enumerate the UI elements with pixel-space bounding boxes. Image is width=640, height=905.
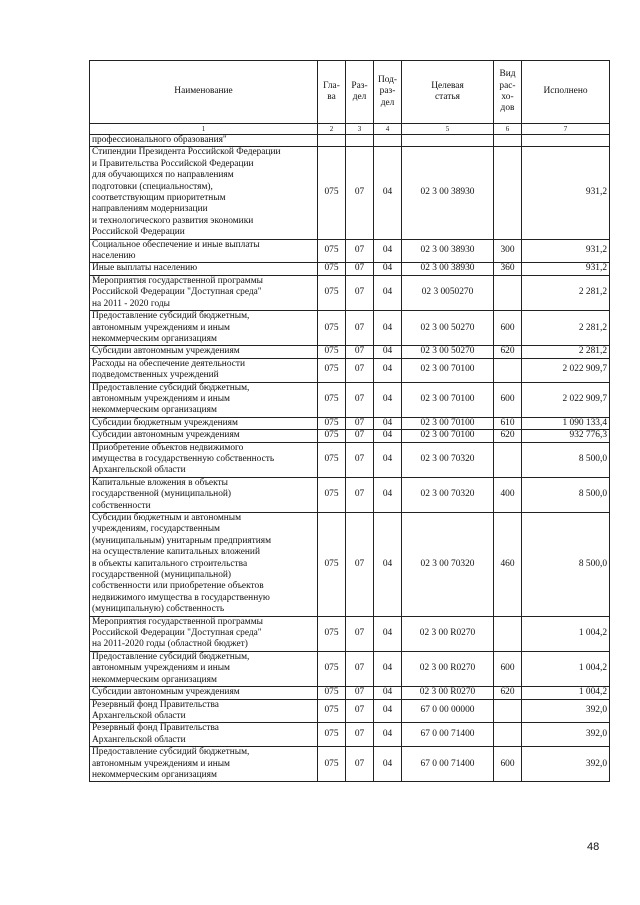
header-razdel: Раз- дел — [346, 61, 374, 124]
row-name: Расходы на обеспечение деятельности подведомственных учреждений — [90, 358, 318, 382]
row-expense-type: 300 — [494, 239, 522, 263]
row-executed-amount: 8 500,0 — [522, 477, 610, 512]
row-target-article: 02 3 00 70100 — [402, 382, 494, 417]
row-executed-amount: 2 022 909,7 — [522, 382, 610, 417]
row-name: Субсидии бюджетным и автономным учреждениям, государственным (муниципальным) унитарным предприятиям на осуществление капитальных вложений в объекты капитального строительства государственной (муниципальной) собственности или приобретение объектов недвижимого имущества в государственную (муниципальную) собственность — [90, 513, 318, 617]
row-glava: 075 — [318, 723, 346, 747]
row-glava: 075 — [318, 417, 346, 429]
row-expense-type: 600 — [494, 651, 522, 686]
header-target: Целевая статья — [402, 61, 494, 124]
row-podrazdel: 04 — [374, 442, 402, 477]
row-target-article: 02 3 00 50270 — [402, 346, 494, 358]
row-target-article: 02 3 00 70320 — [402, 477, 494, 512]
row-expense-type — [494, 616, 522, 651]
column-number: 5 — [402, 124, 494, 135]
column-number: 6 — [494, 124, 522, 135]
row-executed-amount: 392,0 — [522, 723, 610, 747]
row-executed-amount: 2 281,2 — [522, 311, 610, 346]
row-razdel: 07 — [346, 723, 374, 747]
row-podrazdel: 04 — [374, 699, 402, 723]
row-glava: 075 — [318, 275, 346, 310]
row-razdel: 07 — [346, 358, 374, 382]
row-glava: 075 — [318, 699, 346, 723]
row-glava: 075 — [318, 358, 346, 382]
row-name: Стипендии Президента Российской Федерации и Правительства Российской Федерации для обучающихся по направлениям подготовки (специальностям), соответствующим приоритетным направлениям модернизации и технологического развития экономики Российской Федерации — [90, 147, 318, 239]
header-name: Наименование — [90, 61, 318, 124]
row-podrazdel: 04 — [374, 263, 402, 275]
table-row — [90, 263, 610, 275]
row-target-article: 67 0 00 71400 — [402, 723, 494, 747]
row-glava: 075 — [318, 147, 346, 239]
row-executed-amount: 931,2 — [522, 147, 610, 239]
row-name: Иные выплаты населению — [90, 263, 318, 275]
row-podrazdel: 04 — [374, 723, 402, 747]
row-razdel: 07 — [346, 513, 374, 617]
row-expense-type: 620 — [494, 430, 522, 442]
table-row — [90, 358, 610, 382]
table-row — [90, 147, 610, 239]
row-podrazdel: 04 — [374, 513, 402, 617]
row-executed-amount: 392,0 — [522, 747, 610, 782]
row-name: Мероприятия государственной программы Российской Федерации "Доступная среда" на 2011-2020 годы (областной бюджет) — [90, 616, 318, 651]
row-razdel: 07 — [346, 616, 374, 651]
row-name: Предоставление субсидий бюджетным, автономным учреждениям и иным некоммерческим организациям — [90, 311, 318, 346]
row-name: Предоставление субсидий бюджетным, автономным учреждениям и иным некоммерческим организациям — [90, 651, 318, 686]
row-razdel: 07 — [346, 311, 374, 346]
column-number: 1 — [90, 124, 318, 135]
row-target-article: 67 0 00 00000 — [402, 699, 494, 723]
row-glava: 075 — [318, 239, 346, 263]
row-name: Резервный фонд Правительства Архангельской области — [90, 699, 318, 723]
table-row — [90, 430, 610, 442]
row-glava — [318, 135, 346, 147]
row-podrazdel: 04 — [374, 651, 402, 686]
row-podrazdel: 04 — [374, 346, 402, 358]
row-podrazdel: 04 — [374, 358, 402, 382]
row-razdel: 07 — [346, 239, 374, 263]
table-row — [90, 135, 610, 147]
row-executed-amount: 8 500,0 — [522, 442, 610, 477]
row-expense-type — [494, 442, 522, 477]
row-target-article: 67 0 00 71400 — [402, 747, 494, 782]
row-glava: 075 — [318, 651, 346, 686]
table-row — [90, 513, 610, 617]
row-glava: 075 — [318, 477, 346, 512]
row-executed-amount: 2 281,2 — [522, 346, 610, 358]
row-glava: 075 — [318, 263, 346, 275]
table-row — [90, 275, 610, 310]
row-razdel: 07 — [346, 382, 374, 417]
row-expense-type: 460 — [494, 513, 522, 617]
row-razdel: 07 — [346, 147, 374, 239]
row-podrazdel: 04 — [374, 477, 402, 512]
row-executed-amount: 1 090 133,4 — [522, 417, 610, 429]
row-razdel: 07 — [346, 651, 374, 686]
row-razdel: 07 — [346, 263, 374, 275]
row-expense-type: 610 — [494, 417, 522, 429]
row-podrazdel: 04 — [374, 147, 402, 239]
row-expense-type: 620 — [494, 346, 522, 358]
row-glava: 075 — [318, 747, 346, 782]
table-row — [90, 239, 610, 263]
row-executed-amount: 1 004,2 — [522, 651, 610, 686]
row-razdel: 07 — [346, 442, 374, 477]
row-target-article: 02 3 00 R0270 — [402, 651, 494, 686]
table-header-row — [90, 61, 610, 124]
row-target-article: 02 3 00 70100 — [402, 358, 494, 382]
row-podrazdel — [374, 135, 402, 147]
row-expense-type — [494, 135, 522, 147]
row-target-article: 02 3 00 70320 — [402, 442, 494, 477]
table-row — [90, 417, 610, 429]
row-expense-type — [494, 699, 522, 723]
row-razdel: 07 — [346, 430, 374, 442]
row-expense-type — [494, 147, 522, 239]
row-executed-amount: 2 022 909,7 — [522, 358, 610, 382]
row-target-article: 02 3 00 70100 — [402, 430, 494, 442]
row-name: Социальное обеспечение и иные выплаты населению — [90, 239, 318, 263]
table-body — [90, 135, 610, 782]
row-executed-amount: 1 004,2 — [522, 687, 610, 699]
row-name: Предоставление субсидий бюджетным, автономным учреждениям и иным некоммерческим организациям — [90, 382, 318, 417]
row-name: Предоставление субсидий бюджетным, автономным учреждениям и иным некоммерческим организациям — [90, 747, 318, 782]
row-target-article: 02 3 00 38930 — [402, 263, 494, 275]
column-number: 4 — [374, 124, 402, 135]
row-glava: 075 — [318, 382, 346, 417]
table-row — [90, 699, 610, 723]
row-razdel: 07 — [346, 346, 374, 358]
header-podrazdel: Под- раз- дел — [374, 61, 402, 124]
row-razdel: 07 — [346, 275, 374, 310]
table-row — [90, 651, 610, 686]
row-expense-type: 600 — [494, 311, 522, 346]
row-glava: 075 — [318, 687, 346, 699]
row-target-article: 02 3 00 38930 — [402, 147, 494, 239]
row-podrazdel: 04 — [374, 687, 402, 699]
row-glava: 075 — [318, 430, 346, 442]
row-glava: 075 — [318, 513, 346, 617]
row-glava: 075 — [318, 616, 346, 651]
row-podrazdel: 04 — [374, 417, 402, 429]
row-podrazdel: 04 — [374, 275, 402, 310]
row-executed-amount: 2 281,2 — [522, 275, 610, 310]
row-target-article: 02 3 0050270 — [402, 275, 494, 310]
table-row — [90, 346, 610, 358]
row-razdel: 07 — [346, 699, 374, 723]
table-row — [90, 477, 610, 512]
page-number: 48 — [587, 841, 600, 853]
table-row — [90, 687, 610, 699]
row-name: Субсидии бюджетным учреждениям — [90, 417, 318, 429]
row-podrazdel: 04 — [374, 239, 402, 263]
row-razdel: 07 — [346, 417, 374, 429]
row-razdel: 07 — [346, 687, 374, 699]
row-expense-type — [494, 358, 522, 382]
table-row — [90, 616, 610, 651]
table-row — [90, 723, 610, 747]
row-name: Резервный фонд Правительства Архангельской области — [90, 723, 318, 747]
row-name: Субсидии автономным учреждениям — [90, 687, 318, 699]
row-name: Субсидии автономным учреждениям — [90, 346, 318, 358]
row-executed-amount: 392,0 — [522, 699, 610, 723]
row-executed-amount: 931,2 — [522, 239, 610, 263]
row-name: Мероприятия государственной программы Российской Федерации "Доступная среда" на 2011 - 2020 годы — [90, 275, 318, 310]
row-target-article: 02 3 00 R0270 — [402, 687, 494, 699]
row-name: профессионального образования" — [90, 135, 318, 147]
header-vid: Вид рас- хо- дов — [494, 61, 522, 124]
row-expense-type: 600 — [494, 747, 522, 782]
row-podrazdel: 04 — [374, 311, 402, 346]
row-target-article: 02 3 00 38930 — [402, 239, 494, 263]
row-razdel: 07 — [346, 747, 374, 782]
header-executed: Исполнено — [522, 61, 610, 124]
row-podrazdel: 04 — [374, 430, 402, 442]
row-expense-type — [494, 275, 522, 310]
column-number: 3 — [346, 124, 374, 135]
row-expense-type — [494, 723, 522, 747]
row-expense-type: 620 — [494, 687, 522, 699]
row-target-article — [402, 135, 494, 147]
row-glava: 075 — [318, 311, 346, 346]
row-target-article: 02 3 00 R0270 — [402, 616, 494, 651]
row-executed-amount: 932 776,3 — [522, 430, 610, 442]
row-target-article: 02 3 00 70320 — [402, 513, 494, 617]
row-executed-amount: 8 500,0 — [522, 513, 610, 617]
header-glava: Гла- ва — [318, 61, 346, 124]
row-executed-amount: 931,2 — [522, 263, 610, 275]
column-numbers-row — [90, 124, 610, 135]
row-glava: 075 — [318, 346, 346, 358]
table-row — [90, 442, 610, 477]
row-executed-amount: 1 004,2 — [522, 616, 610, 651]
column-number: 7 — [522, 124, 610, 135]
row-glava: 075 — [318, 442, 346, 477]
table-row — [90, 311, 610, 346]
row-name: Приобретение объектов недвижимого имущества в государственную собственность Архангельской области — [90, 442, 318, 477]
row-podrazdel: 04 — [374, 616, 402, 651]
row-expense-type: 400 — [494, 477, 522, 512]
row-target-article: 02 3 00 70100 — [402, 417, 494, 429]
row-target-article: 02 3 00 50270 — [402, 311, 494, 346]
row-podrazdel: 04 — [374, 747, 402, 782]
column-number: 2 — [318, 124, 346, 135]
table-row — [90, 747, 610, 782]
row-executed-amount — [522, 135, 610, 147]
row-razdel: 07 — [346, 477, 374, 512]
table-row — [90, 382, 610, 417]
row-expense-type: 360 — [494, 263, 522, 275]
row-name: Капитальные вложения в объекты государственной (муниципальной) собственности — [90, 477, 318, 512]
row-razdel — [346, 135, 374, 147]
row-expense-type: 600 — [494, 382, 522, 417]
budget-execution-table — [89, 60, 610, 782]
row-name: Субсидии автономным учреждениям — [90, 430, 318, 442]
row-podrazdel: 04 — [374, 382, 402, 417]
